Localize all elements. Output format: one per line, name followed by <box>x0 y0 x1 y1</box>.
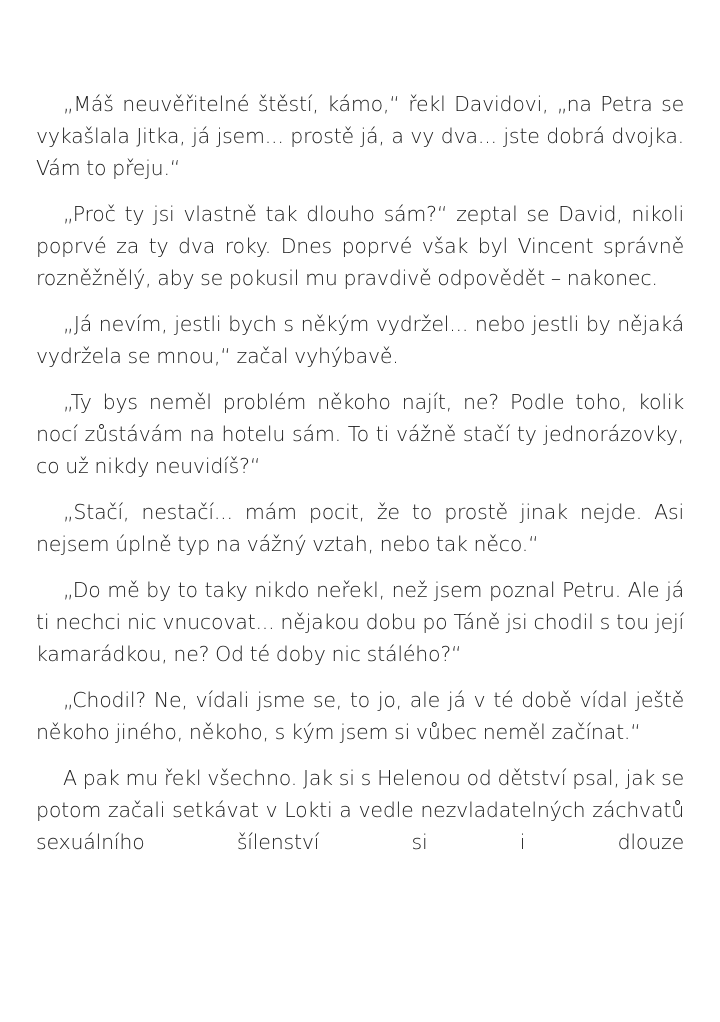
paragraph: „Chodil? Ne, vídali jsme se, to jo, ale já v té době vídal ještě někoho jiného, někoho, s kým jsem si vůbec neměl začínat.“ <box>36 688 684 744</box>
paragraph: „Stačí, nestačí... mám pocit, že to prostě jinak nejde. Asi nejsem úplně typ na vážný vztah, nebo tak něco.“ <box>36 500 684 556</box>
paragraph: „Proč ty jsi vlastně tak dlouho sám?“ zeptal se David, nikoli poprvé za ty dva roky. Dnes poprvé však byl Vincent správně rozněžnělý, aby se pokusil mu pravdivě odpovědět – nakonec. <box>36 202 684 290</box>
paragraph: „Do mě by to taky nikdo neřekl, než jsem poznal Petru. Ale já ti nechci nic vnucovat... nějakou dobu po Táně jsi chodil s tou její kamarádkou, ne? Od té doby nic stálého?“ <box>36 578 684 666</box>
paragraph: „Ty bys neměl problém někoho najít, ne? Podle toho, kolik nocí zůstávám na hotelu sám. To ti vážně stačí ty jednorázovky, co už nikdy neuvidíš?“ <box>36 390 684 478</box>
paragraph: „Já nevím, jestli bych s někým vydržel... nebo jestli by nějaká vydržela se mnou,“ začal vyhýbavě. <box>36 312 684 368</box>
paragraph-continued: A pak mu řekl všechno. Jak si s Helenou od dětství psal, jak se potom začali setkávat v Lokti a vedle nezvladatelných záchvatů sexuálního šílenství si i dlouze <box>36 766 684 854</box>
paragraph: „Máš neuvěřitelné štěstí, kámo,“ řekl Davidovi, „na Petra se vykašlala Jitka, já jsem... prostě já, a vy dva... jste dobrá dvojka. Vám to přeju.“ <box>36 92 684 180</box>
book-page <box>36 88 684 872</box>
